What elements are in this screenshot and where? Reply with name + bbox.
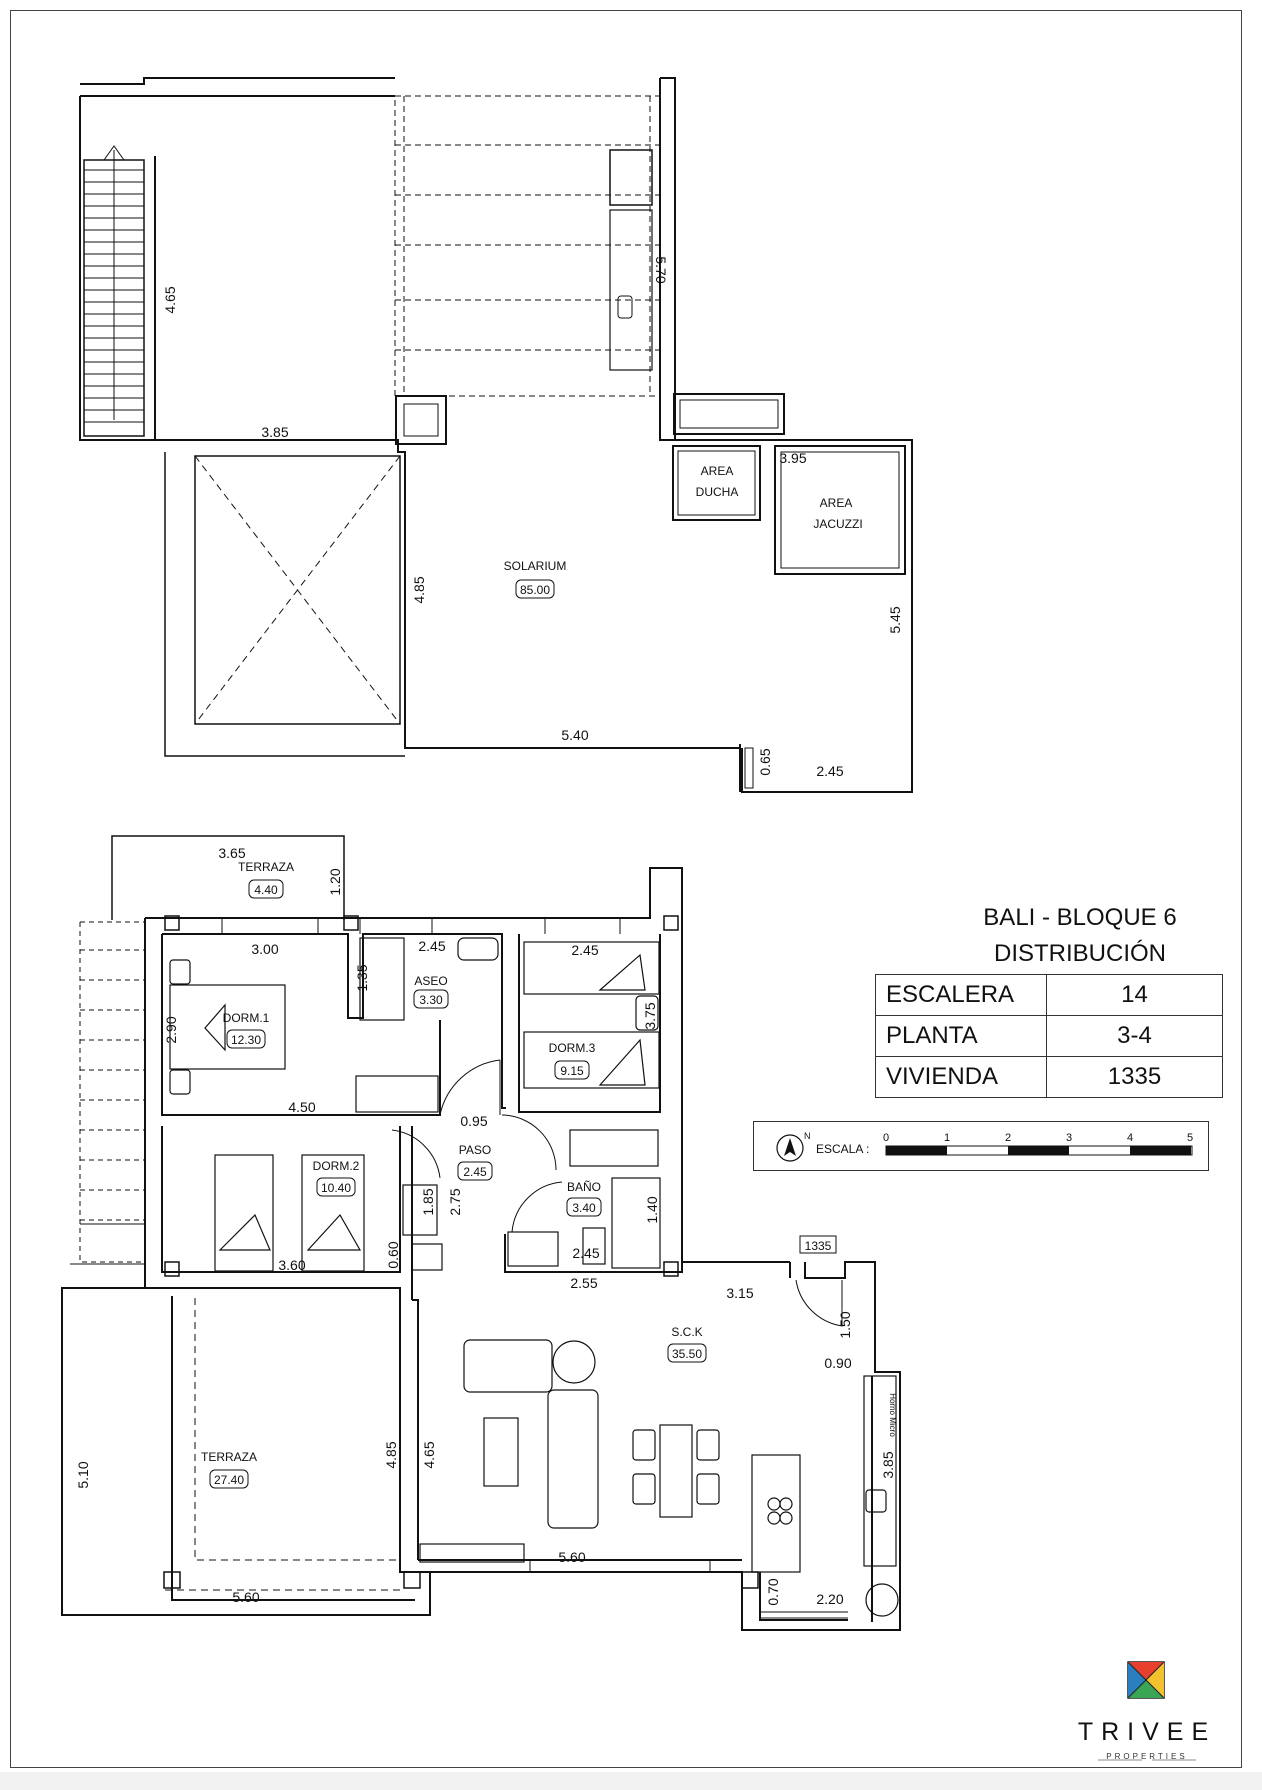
row-value-planta: 3-4 — [1047, 1016, 1223, 1057]
dim-label: 3.75 — [642, 1002, 658, 1030]
room-name-dorm3: DORM.3 — [548, 1041, 596, 1055]
dim-label: 0.60 — [385, 1241, 401, 1269]
dim-label: 1.35 — [354, 964, 370, 992]
dim-label: 3.60 — [278, 1257, 306, 1273]
dim-label: 2.75 — [447, 1188, 463, 1216]
dim-label: 1.85 — [420, 1188, 436, 1216]
scale-tick: 2 — [1004, 1132, 1012, 1144]
dim-label: 2.45 — [571, 942, 599, 958]
scale-tick: 0 — [882, 1132, 890, 1144]
bottom-strip — [0, 1772, 1262, 1790]
dim-label: 0.65 — [757, 748, 773, 776]
dim-label: 4.50 — [288, 1099, 316, 1115]
room-area-dorm2: 10.40 — [320, 1181, 352, 1195]
upper-floor-plan — [80, 78, 912, 792]
dim-label: 4.65 — [162, 286, 178, 314]
scale-label: ESCALA : — [816, 1142, 870, 1156]
logo-name: TRIVEE — [1077, 1718, 1217, 1746]
dim-label: 4.65 — [421, 1441, 437, 1469]
room-name-aseo: ASEO — [414, 974, 448, 988]
room-name-dorm1: DORM.1 — [222, 1011, 270, 1025]
room-name-jacuzzi-2: JACUZZI — [813, 517, 863, 531]
dim-label: 5.10 — [75, 1461, 91, 1489]
dim-label: 3.65 — [218, 845, 246, 861]
row-label-planta: PLANTA — [876, 1016, 1047, 1057]
dim-label: 5.60 — [232, 1589, 260, 1605]
scale-box — [753, 1121, 1209, 1171]
lower-floor-labels — [75, 845, 897, 1607]
room-area-solarium: 85.00 — [519, 583, 551, 597]
dim-label: 0.95 — [460, 1113, 488, 1129]
unit-info-table — [875, 974, 1223, 1098]
table-row — [876, 1057, 1223, 1098]
north-label: N — [804, 1131, 811, 1141]
dim-label: 2.45 — [816, 763, 844, 779]
row-label-vivienda: VIVIENDA — [876, 1057, 1047, 1098]
row-value-vivienda: 1335 — [1047, 1057, 1223, 1098]
project-title-line2: DISTRIBUCIÓN — [993, 940, 1166, 967]
dim-label: 2.45 — [418, 938, 446, 954]
room-area-sck: 35.50 — [671, 1347, 703, 1361]
logo-subtitle: PROPERTIES — [1106, 1752, 1188, 1761]
room-area-aseo: 3.30 — [419, 993, 443, 1007]
room-name-terraza-large: TERRAZA — [200, 1450, 258, 1464]
dim-label: 3.00 — [251, 941, 279, 957]
row-label-escalera: ESCALERA — [876, 975, 1047, 1016]
dim-label: 0.70 — [765, 1578, 781, 1606]
dim-label: 2.90 — [163, 1016, 179, 1044]
dim-label: 3.95 — [779, 450, 807, 466]
project-title-line1: BALI - BLOQUE 6 — [983, 904, 1177, 931]
project-title — [870, 900, 1262, 972]
scale-tick: 5 — [1186, 1132, 1194, 1144]
dim-label: 4.85 — [383, 1441, 399, 1469]
room-name-paso: PASO — [458, 1143, 492, 1157]
trivee-logo-icon — [1128, 1662, 1164, 1698]
dim-label: 1.40 — [644, 1196, 660, 1224]
dim-label: 3.15 — [726, 1285, 754, 1301]
dim-label: 5.40 — [561, 727, 589, 743]
room-name-sck: S.C.K — [671, 1325, 703, 1339]
room-area-paso: 2.45 — [463, 1165, 487, 1179]
dim-label: 0.90 — [824, 1355, 852, 1371]
unit-number-tag: 1335 — [804, 1239, 832, 1253]
dim-label: 4.85 — [411, 576, 427, 604]
room-area-dorm1: 12.30 — [230, 1033, 262, 1047]
dim-label: 1.50 — [837, 1311, 853, 1339]
dim-label: 5.60 — [558, 1549, 586, 1565]
room-area-terraza-small: 4.40 — [254, 883, 278, 897]
row-value-escalera: 14 — [1047, 975, 1223, 1016]
room-area-terraza-large: 27.40 — [213, 1473, 245, 1487]
room-name-ducha: AREA — [700, 464, 734, 478]
dim-label: 2.45 — [572, 1245, 600, 1261]
scale-tick: 3 — [1065, 1132, 1073, 1144]
room-name-terraza-small: TERRAZA — [237, 860, 295, 874]
scale-tick: 4 — [1126, 1132, 1134, 1144]
room-name-bano: BAÑO — [566, 1180, 602, 1194]
room-area-dorm3: 9.15 — [560, 1064, 584, 1078]
table-row — [876, 975, 1223, 1016]
scale-tick: 1 — [943, 1132, 951, 1144]
dim-label: 3.85 — [880, 1451, 896, 1479]
room-name-solarium: SOLARIUM — [503, 559, 567, 573]
room-area-bano: 3.40 — [572, 1201, 596, 1215]
dim-label: 2.55 — [570, 1275, 598, 1291]
room-name-dorm2: DORM.2 — [312, 1159, 360, 1173]
dim-label: 2.20 — [816, 1591, 844, 1607]
table-row — [876, 1016, 1223, 1057]
lower-floor-plan — [62, 836, 900, 1630]
dim-label: 5.70 — [653, 256, 669, 284]
dim-label: 5.45 — [887, 606, 903, 634]
appliance-label: Horno Micro — [888, 1393, 897, 1437]
upper-floor-labels — [162, 256, 903, 779]
room-name-ducha-2: DUCHA — [695, 485, 739, 499]
dim-label: 3.85 — [261, 424, 289, 440]
dim-label: 1.20 — [327, 868, 343, 896]
room-name-jacuzzi: AREA — [819, 496, 853, 510]
